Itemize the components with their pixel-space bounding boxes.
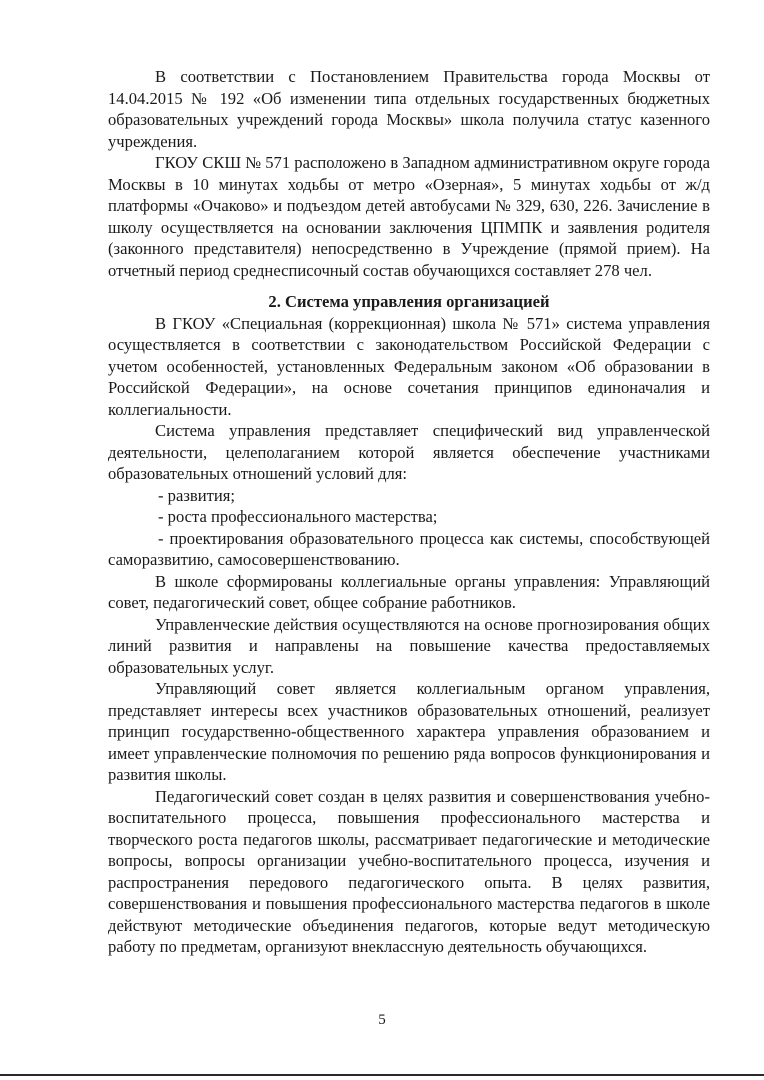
paragraph-management-actions: Управленческие действия осуществляются на основе прогнозирования общих линий развития и направлены на повышение качества предоставляемых образовательных услуг. <box>108 614 710 677</box>
document-page <box>108 66 710 958</box>
section-heading: 2. Система управления организацией <box>268 292 550 311</box>
paragraph-management-activity: Система управления представляет специфический вид управленческой деятельности, целеполаганием которой является обеспечение участниками образовательных отношений условий для: <box>108 421 710 483</box>
scan-edge-line <box>0 1074 764 1076</box>
paragraph-pedagogical-council: Педагогический совет создан в целях развития и совершенствования учебно-воспитательного процесса, повышения профессионального мастерства и творческого роста педагогов школы, рассматривает педагогические и методические вопросы, вопросы организации учебно-воспитательного процесса, изучения и распространения передового педагогического опыта. В целях развития, совершенствования и повышения профессионального мастерства педагогов в школе действуют методические объединения педагогов, которые ведут методическую работу по предметам, организуют внеклассную деятельность обучающихся. <box>108 786 710 956</box>
page-number: 5 <box>378 1012 386 1028</box>
list-item: - проектирования образовательного процесса как системы, способствующей саморазвитию, самосовершенствованию. <box>108 528 710 569</box>
paragraph-location: ГКОУ СКШ № 571 расположено в Западном административном округе города Москвы в 10 минутах ходьбы от метро «Озерная», 5 минутах ходьбы от ж/д платформы «Очаково» и подъездом детей автобусами № 329, 630, 226. Зачисление в школу осуществляется на основании заключения ЦПМПК и заявления родителя (законного представителя) непосредственно в Учреждение (прямой прием). На отчетный период среднесписочный состав обучающихся составляет 278 чел. <box>108 153 710 280</box>
paragraph-governing-council: Управляющий совет является коллегиальным органом управления, представляет интересы всех участников образовательных отношений, реализует принцип государственно-общественного характера управления образованием и имеет управленческие полномочия по решению ряда вопросов функционирования и развития школы. <box>108 679 710 784</box>
paragraph-management-system: В ГКОУ «Специальная (коррекционная) школа № 571» система управления осуществляется в соответствии с законодательством Российской Федерации с учетом особенностей, установленных Федеральным законом «Об образовании в Российской Федерации», на основе сочетания принципов единоначалия и коллегиальности. <box>108 313 710 419</box>
paragraph-status: В соответствии с Постановлением Правительства города Москвы от 14.04.2015 № 192 «Об изменении типа отдельных государственных бюджетных образовательных учреждений города Москвы» школа получила статус казенного учреждения. <box>108 67 710 151</box>
list-item: - развития; <box>158 485 235 505</box>
list-item: - роста профессионального мастерства; <box>158 507 438 526</box>
paragraph-collegial-bodies: В школе сформированы коллегиальные органы управления: Управляющий совет, педагогический совет, общее собрание работников. <box>108 571 710 612</box>
